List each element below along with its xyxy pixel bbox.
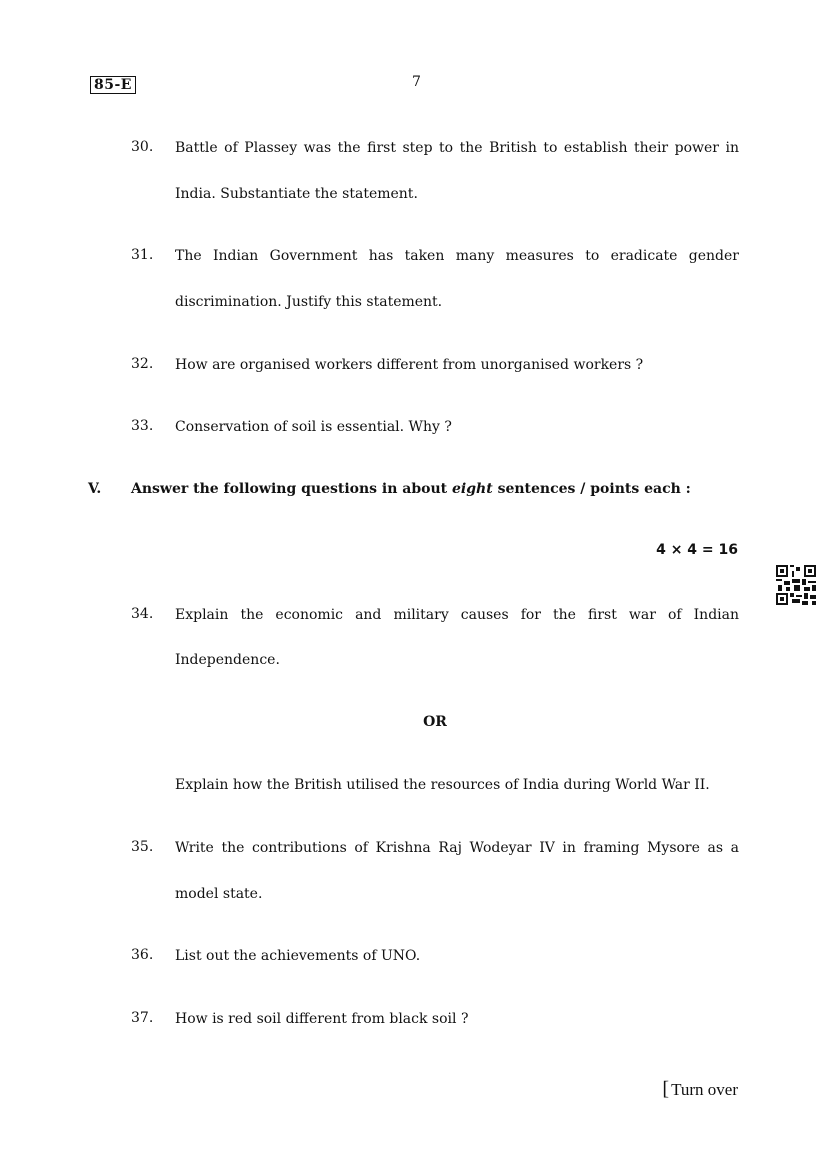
paper-code: 85-E [90, 76, 136, 94]
question-text-line: The Indian Government has taken many measures to eradicate gender [175, 248, 739, 264]
qr-code-icon [776, 565, 816, 605]
question-text-line: Explain how the British utilised the resources of India during World War II. [175, 777, 710, 793]
section-marks: 4 × 4 = 16 [656, 542, 738, 558]
question-number: 37. [131, 1010, 154, 1026]
turn-over-bracket: [ [662, 1078, 670, 1100]
question-number: 34. [131, 606, 154, 622]
section-number: V. [88, 481, 102, 497]
section-instruction-pre: Answer the following questions in about [131, 481, 448, 497]
question-text-line: model state. [175, 886, 263, 902]
question-number: 32. [131, 356, 154, 372]
question-number: 31. [131, 247, 154, 263]
question-text-line: Battle of Plassey was the first step to the British to establish their power in [175, 140, 739, 156]
page-number: 7 [412, 74, 421, 90]
question-number: 33. [131, 418, 154, 434]
question-text-line: Write the contributions of Krishna Raj Wodeyar IV in framing Mysore as a [175, 840, 739, 856]
section-instruction-emphasis: eight [452, 481, 493, 497]
question-text-line: discrimination. Justify this statement. [175, 294, 443, 310]
question-text-line: Independence. [175, 652, 280, 668]
question-text-line: Conservation of soil is essential. Why ? [175, 419, 452, 435]
section-instruction [131, 481, 691, 497]
question-number: 35. [131, 839, 154, 855]
section-instruction-post: sentences / points each : [497, 481, 691, 497]
question-text-line: Explain the economic and military causes for the first war of Indian [175, 607, 739, 623]
question-text-line: How are organised workers different from unorganised workers ? [175, 357, 644, 373]
question-text-line: India. Substantiate the statement. [175, 186, 418, 202]
question-text-line: How is red soil different from black soil ? [175, 1011, 469, 1027]
turn-over-text: Turn over [671, 1080, 738, 1099]
question-number: 30. [131, 139, 154, 155]
question-text-line: List out the achievements of UNO. [175, 948, 421, 964]
turn-over-label [662, 1078, 738, 1101]
question-number: 36. [131, 947, 154, 963]
or-divider: OR [423, 714, 447, 730]
